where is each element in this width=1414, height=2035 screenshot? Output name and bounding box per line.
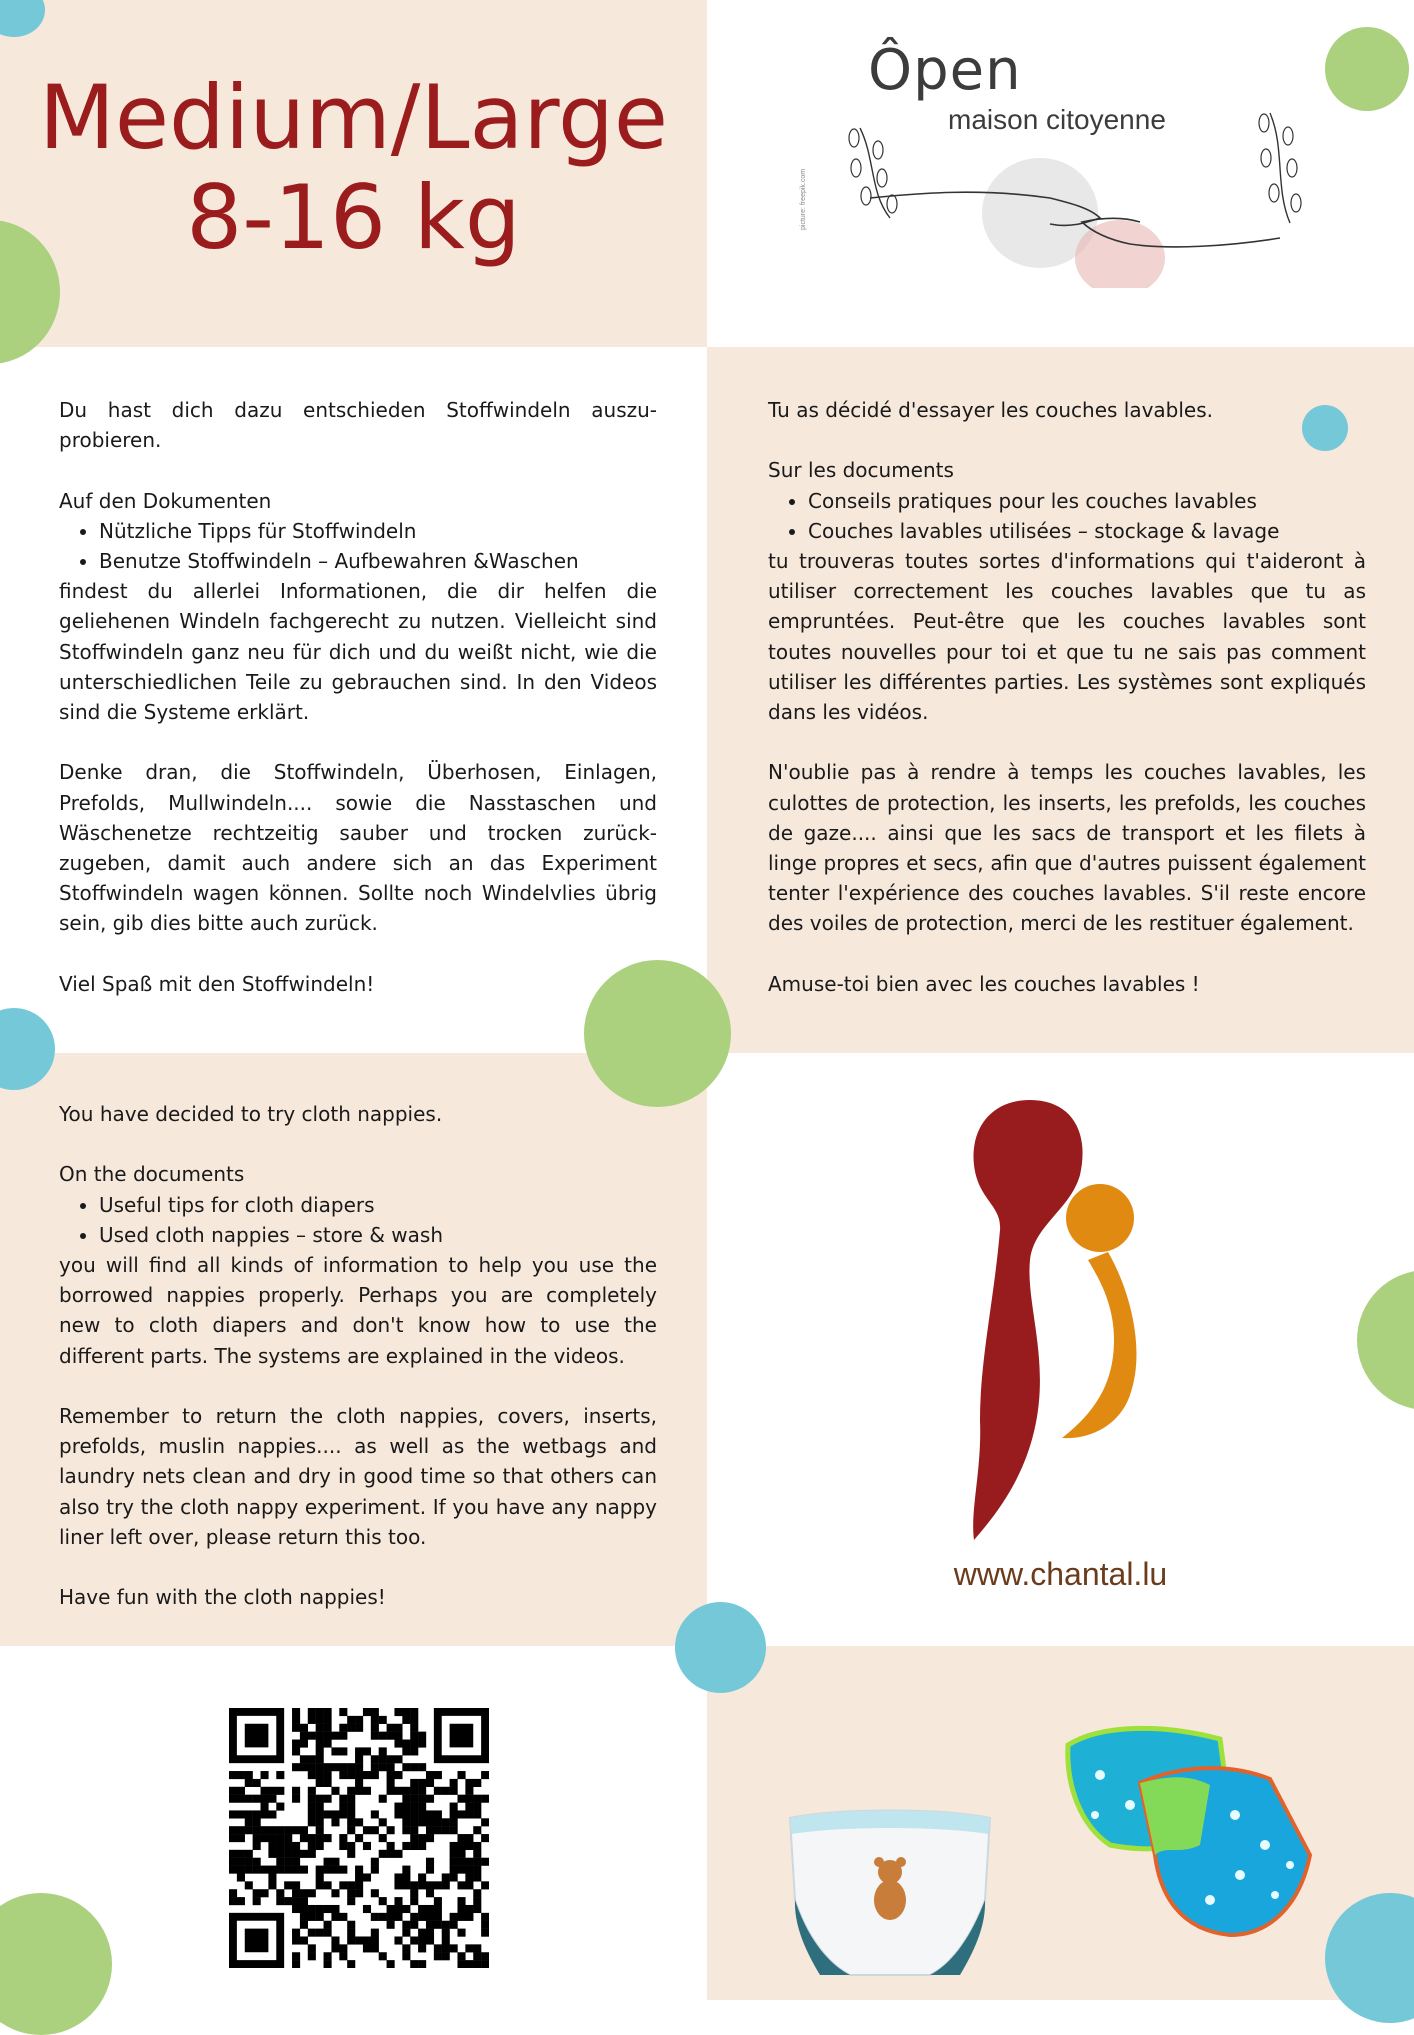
decor-circle [675, 1602, 766, 1693]
french-docs-heading: Sur les documents [768, 458, 954, 483]
german-closing: Viel Spaß mit den Stoffwindeln! [59, 971, 375, 996]
german-intro: Du hast dich dazu entschieden Stoffwindeln auszu-probieren. [59, 398, 657, 453]
list-item: • Nützliche Tipps für Stoffwindeln [99, 516, 657, 546]
open-logo-subtitle: maison citoyenne [948, 104, 1166, 135]
page-title [0, 68, 707, 268]
chantal-website-link[interactable]: www.chantal.lu [953, 1556, 1168, 1592]
french-body-1: tu trouveras toutes sortes d'informations qui t'aideront à utiliser correctement les couches lavables que tu as empruntées. Peut-être que les couches lavables sont toutes nouvelles pour toi et que tu ne sais pas comment utiliser les différentes parties. Les systèmes sont expliqués dans les vidéos. [768, 549, 1366, 725]
french-docs-list [768, 486, 1366, 546]
english-docs-list [59, 1190, 657, 1250]
german-body-1: findest du allerlei Informationen, die dir helfen die geliehenen Windeln fachgerecht zu nutzen. Vielleicht sind Stoffwindeln ganz neu für dich und du weißt nicht, wie die unterschiedlichen Teile zu gebrauchen sind. In den Videos sind die Systeme erklärt. [59, 579, 657, 725]
open-logo-word: Ôpen [868, 38, 1022, 103]
french-closing: Amuse-toi bien avec les couches lavables ! [768, 971, 1200, 996]
german-docs-list [59, 516, 657, 576]
english-closing: Have fun with the cloth nappies! [59, 1585, 386, 1610]
decor-circle [1302, 405, 1348, 451]
disposable-diaper-illustration [780, 1800, 1000, 1980]
list-item: • Used cloth nappies – store & wash [99, 1220, 657, 1250]
title-size: Medium/Large [38, 66, 669, 169]
list-item: • Couches lavables utilisées – stockage & lavage [808, 516, 1366, 546]
qr-code[interactable] [229, 1708, 489, 1968]
cloth-diaper-illustration [1060, 1705, 1320, 1945]
french-text [768, 395, 1366, 999]
german-body-2: Denke dran, die Stoffwindeln, Überhosen, Einlagen, Prefolds, Mullwindeln.... sowie die Nasstaschen und Wäschenetze rechtzeitig sauber und trocken zurück-zugeben, damit auch andere sich an das Experiment Stoffwindeln wagen können. Sollte noch Windelvlies übrig sein, gib dies bitte auch zurück. [59, 760, 657, 936]
picture-credit: picture: freepik.com [800, 168, 807, 230]
list-item: • Conseils pratiques pour les couches lavables [808, 486, 1366, 516]
french-body-2: N'oublie pas à rendre à temps les couches lavables, les culottes de protection, les inserts, les prefolds, les couches de gaze.... ainsi que les sacs de transport et les filets à linge propres et secs, afin que d'autres puissent également tenter l'expérience des couches lavables. S'il reste encore des voiles de protection, merci de les restituer également. [768, 760, 1366, 936]
english-intro: You have decided to try cloth nappies. [59, 1102, 443, 1126]
decor-circle [1325, 27, 1409, 111]
decor-circle [584, 960, 731, 1107]
list-item: • Benutze Stoffwindeln – Aufbewahren &Waschen [99, 546, 657, 576]
chantal-logo [930, 1090, 1170, 1550]
french-intro: Tu as décidé d'essayer les couches lavables. [768, 398, 1214, 422]
english-body-2: Remember to return the cloth nappies, covers, inserts, prefolds, muslin nappies.... as well as the wetbags and laundry nets clean and dry in good time so that others can also try the cloth nappy experiment. If you have any nappy liner left over, please return this too. [59, 1404, 657, 1549]
english-docs-heading: On the documents [59, 1162, 245, 1187]
german-text [59, 395, 657, 999]
title-weight: 8-16 kg [186, 166, 521, 269]
english-body-1: you will find all kinds of information to help you use the borrowed nappies properly. Perhaps you are completely new to cloth diapers and don't know how to use the different parts. The systems are explained in the videos. [59, 1253, 657, 1368]
list-item: • Useful tips for cloth diapers [99, 1190, 657, 1220]
english-text [59, 1099, 657, 1612]
german-docs-heading: Auf den Dokumenten [59, 488, 272, 513]
